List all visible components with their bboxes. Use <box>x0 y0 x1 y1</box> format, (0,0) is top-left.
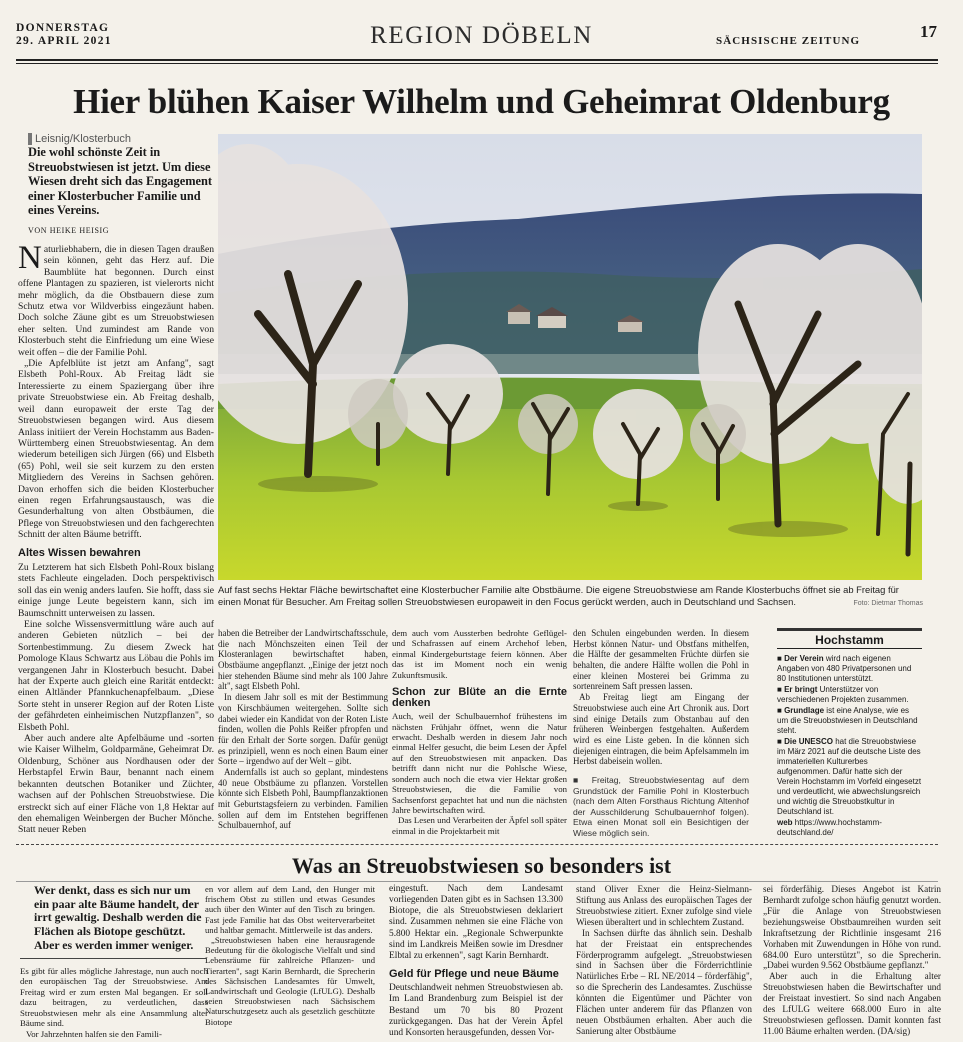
info-item-bold: Grundlage <box>784 705 825 715</box>
paragraph: Aber auch in die Erhaltung alter Streuobstwiesen haben die Bewirtschafter und der Freistaat investiert. So sind nach Angaben des LfULG weitere 668.000 Euro in alte Streuobstwiesen geflossen. Damit konnten fast 11.00 Bäume erhalten werden. (DA/sig) <box>763 971 941 1036</box>
paragraph: In Sachsen dürfte das ähnlich sein. Deshalb hat der Freistaat ein entsprechendes Förderprogramm aufgelegt. „Streuobstwiesen sind in Sachsen über die Förderrichtlinie Natürliches Erbe – RL NE/2014 – förderfähig", so die Sprecherin des Landesamtes. Zuschüsse könnten die Eigentümer und Pächter von Flächen unter anderem für das Pflanzen von neuen Obstbäumen erhalten. Aber auch die Sanierung alter Obstbäume <box>576 927 752 1036</box>
article-column-3 <box>392 628 567 836</box>
page-number: 17 <box>920 22 937 41</box>
info-item: ■ Der Verein wird nach eigenen Angaben von 480 Privatpersonen und 80 Institutionen unterstützt. <box>777 653 912 683</box>
article2-column-3 <box>389 884 563 1039</box>
masthead-rule <box>16 59 938 61</box>
info-item-text: hat die Streuobstwiese im März 2021 auf die deutsche Liste des immateriellen Kulturerbes aufgenommen. Dafür hatte sich der Verein Hochstamm im Vorfeld eingesetzt und verdeutlicht, wie abwechslungsreich und wichtig die Streuobstkultur in Deutschland ist. <box>777 736 922 816</box>
info-item-text: ist eine Analyse, wie es um die Streuobstwiesen in Deutschland steht. <box>777 705 918 735</box>
article2-teaser: Wer denkt, dass es sich nur um ein paar alte Bäume handelt, der irrt gewaltig. Deshalb werden die Flächen als Biotope geschützt. Aber es werden immer weniger. <box>34 883 202 952</box>
info-web <box>777 818 922 838</box>
article2-column-5 <box>763 884 941 1037</box>
web-label: web <box>777 817 793 827</box>
paragraph: eingestuft. Nach dem Landesamt vorliegenden Daten gibt es in Sachsen 13.300 Biotope, die als Streuobstwiesen deklariert sind. Zusammen nehmen sie eine Fläche von 5.800 Hektar ein. „Regionale Schwerpunkte sind im Landkreis Meißen sowie im Dresdner Elbtal zu erkennen", sagt Karin Bernhardt. <box>389 884 563 961</box>
drop-cap: N <box>18 240 42 276</box>
date: 29. APRIL 2021 <box>16 35 112 47</box>
article2-column-2 <box>205 884 375 1027</box>
info-item-bold: Die UNESCO <box>784 736 833 746</box>
masthead-rule-thin <box>16 63 938 64</box>
paragraph: sei förderfähig. Dieses Angebot ist Katrin Bernhardt zufolge schon häufig genutzt worden. „Für die Anlage von Streuobstwiesen beziehungsweise Obstbaumreihen wurden seit Inkraftsetzung der Richtlinie insgesamt 216 Vorhaben mit Zuwendungen in Höhe von rund. 684.00 Euro unterstützt", so die Sprecherin. „Dabei wurden 9.562 Obstbäume gepflanzt." <box>763 884 941 971</box>
orchard-photo-image <box>218 134 922 580</box>
paragraph: haben die Betreiber der Landwirtschaftsschule, die nach Mönchszeiten einen Teil der Klosteranlagen bewirtschaftet haben, Obstbäume angepflanzt. „Einige der jetzt noch hier stehenden Bäume sind mehr als 100 Jahre alt", sagt Elsbeth Pohl. <box>218 628 388 692</box>
info-item-bold: Der Verein <box>784 653 824 663</box>
paragraph: Andernfalls ist auch so geplant, mindestens 40 neue Obstbäume zu pflanzen. Vorstellen könnte sich Elsbeth Pohl, Baumpflanzaktionen mit Geburtstagsfeiern zu verbinden. Familien sollen auf dem im Entstehen begriffenen Schulbauernhof, auf <box>218 766 388 831</box>
section-divider <box>16 844 938 845</box>
event-note: ■ Freitag, Streuobstwiesentag auf dem Grundstück der Familie Pohl in Klosterbuch (nach dem Alten Forsthaus Richtung Altenhof der Ausschilderung Schulbauernhof folgen). Etwa einen Monat soll ein Besichtigen der Wiese möglich sein. <box>573 774 749 838</box>
paragraph: Das Lesen und Verarbeiten der Äpfel soll später einmal in die Projektarbeit mit <box>392 815 567 836</box>
paragraph: Zu Letzterem hat sich Elsbeth Pohl-Roux bislang stets Fachleute eingeladen. Doch perspektivisch soll das ein wenig anders laufen. Sie hofft, dass sie einige junge Leute begeistern kann, sich im Baumschnitt unterweisen zu lassen. <box>18 561 214 619</box>
paragraph: den Schulen eingebunden werden. In diesem Herbst können Natur- und Obstfans mithelfen, die Hälfte der gesammelten Früchte dürfen sie behalten, die andere Hälfte wollen die Pohl in einer kleinen Mosterei bei Grimma zu sortenreinem Saft pressen lassen. <box>573 628 749 692</box>
paragraph: „Streuobstwiesen haben eine herausragende Bedeutung für die ökologische Vielfalt und sind Lebensräume für zahlreiche Pflanzen- und Tierarten", sagt Karin Bernhardt, die Sprecherin des Sächsischen Landesamtes für Umwelt, Landwirtschaft und Geologie (LfULG). Deshalb seien Streuobstwiesen nach Sächsischem Naturschutzgesetz auch als gesetzlich geschützte Biotope <box>205 935 375 1027</box>
paragraph: „Die Apfelblüte ist jetzt am Anfang", sagt Elsbeth Pohl-Roux. Ab Freitag lädt sie Interessierte zu einem Spaziergang über ihre private Streuobstwiese ein. Ab Freitag deshalb, weil dann europaweit der erste Tag der Streuobstwiesen begangen wird. Aus diesem Anlass initiiert der Verein Hochstamm aus Baden-Württemberg einen Streuobstwiesentag. An dem wiederum beteiligen sich Jürgen (66) und Elsbeth (65) Pohl, weil sie seit kurzem zu den ersten Mitgliedern des Vereins in Sachsen gehören. Davon erhoffen sich die beiden Klosterbucher einen regen Erfahrungsaustausch, was die Gesunderhaltung von alten Obstbäumen, die Pflege von Streuobstwiesen und den fachgerechten Schnitt der alten Bäume betrifft. <box>18 358 214 541</box>
subheading: Altes Wissen bewahren <box>18 546 141 559</box>
paragraph: Vor Jahrzehnten halfen sie den Famili- <box>26 1028 162 1039</box>
article-headline: Hier blühen Kaiser Wilhelm und Geheimrat Oldenburg <box>73 82 890 121</box>
article-location: Leisnig/Klosterbuch <box>28 133 214 145</box>
teaser-text: Die wohl schönste Zeit in Streuobstwiesen ist jetzt. Um diese Wiesen dreht sich das Engagement einer Klosterbucher Familie und eines Vereins. <box>28 145 213 217</box>
paragraph: Ab Freitag liegt am Eingang der Streuobstwiese auch eine Art Chronik aus. Dort sind einige Details zum Obstanbau auf den früheren Weinbergen festgehalten. Außerdem wird es eine Liste geben. In die können sich diejenigen eintragen, die beim Apfelsammeln im Herbst dabeisein wollen. <box>573 692 749 767</box>
info-item-bold: Er bringt <box>784 684 818 694</box>
caption-text: Auf fast sechs Hektar Fläche bewirtschaftet eine Klosterbucher Familie alte Obstbäume. Die eigene Streuobstwiese am Rande Klosterbuchs öffnet sie ab Freitag für einen Monat für Besucher. Am Freitag sollen Streuobstwiesen europaweit in den Focus gerückt werden, auch in Deutschland und Sachsen. <box>218 584 899 607</box>
article-column-1 <box>18 240 214 836</box>
region-title: REGION DÖBELN <box>370 22 593 49</box>
photo-caption <box>218 584 923 610</box>
paragraph: In diesem Jahr soll es mit der Bestimmung von Kirschbäumen weitergehen. Sollte sich dabei wieder ein Kandidat von der Roten Liste finden, wollen die Pohls Reißer pfropfen und für den Erhalt der Sorte sorgen. Dafür genügt es prinzipiell, wenn es noch einen Baum einer Sorte – irgendwo auf der Welt – gibt. <box>218 692 388 767</box>
info-item-text: Unterstützer von verschiedenen Projekten zusammen. <box>777 684 909 704</box>
paragraph: en vor allem auf dem Land, den Hunger mit frischem Obst zu stillen und etwas Gesundes auch über den Winter auf den Tisch zu bringen. Fast jede Familie hat das Obst weiterverarbeitet und haltbar gemacht. Mittlerweile ist das anders. <box>205 884 375 935</box>
orchard-photo <box>218 134 922 580</box>
paragraph: dem auch vom Aussterben bedrohte Geflügel- und Schafrassen auf einem Archehof leben, einmal Kindergeburtstage feiern können. Aber das ist im Moment noch ein wenig Zukunftsmusik. <box>392 628 567 680</box>
weekday: DONNERSTAG <box>16 22 110 34</box>
info-item: ■ Die UNESCO hat die Streuobstwiese im März 2021 auf die deutsche Liste des immateriellen Kulturerbes aufgenommen. Dafür hatte sich der Verein Hochstamm im Vorfeld eingesetzt und verdeutlicht, wie abwechslungsreich und wichtig die Streuobstkultur in Deutschland ist. <box>777 736 922 816</box>
paragraph: stand Oliver Exner die Heinz-Sielmann-Stiftung aus Anlass des europäischen Tages der Streuobstwiese zitiert. Exner zufolge sind viele Wiesen überaltert und in schlechtem Zustand. <box>576 884 752 927</box>
info-item: ■ Grundlage ist eine Analyse, wie es um die Streuobstwiesen in Deutschland steht. <box>777 705 918 735</box>
info-box-hochstamm <box>777 628 922 839</box>
paragraph: Es gibt für alles mögliche Jahrestage, nun auch noch den europäischen Tag der Streuobstwiese. Am Freitag wird er zum ersten Mal begangen. Er soll dazu beitragen, zu verdeutlichen, dass Streuobstwiesen mehr als eine Ansammlung alter Bäume sind. <box>20 966 208 1029</box>
subheading: Geld für Pflege und neue Bäume <box>389 968 559 981</box>
article-author: VON HEIKE HEISIG <box>28 226 110 235</box>
newspaper-name: SÄCHSISCHE ZEITUNG <box>716 35 861 47</box>
article2-rule <box>16 881 938 882</box>
web-link[interactable]: https://www.hochstamm-deutschland.de/ <box>777 817 882 837</box>
article-column-4 <box>573 628 749 839</box>
article2-headline: Was an Streuobstwiesen so besonders ist <box>291 853 672 878</box>
paragraph-text: aturliebhabern, die in diesen Tagen draußen sein können, geht das Herz auf. Die Baumblüte hat begonnen. Durch einst offene Plantagen zu spazieren, ist vielerorts nicht mehr möglich, da die Obstbauern diese zum Schutz etwa vor Wildverbiss eingezäunt haben. Doch solche Zäune gibt es um Streuobstwiesen eher selten. Und zumindest am Rande von Klosterbuch steht die Einfriedung um eine Wiese weit offen – die der Familie Pohl. <box>18 244 214 358</box>
article2-column-1 <box>20 966 208 1039</box>
info-item: ■ Er bringt Unterstützer von verschiedenen Projekten zusammen. <box>777 684 909 704</box>
photo-credit: Foto: Dietmar Thomas <box>853 600 923 607</box>
paragraph: Eine solche Wissensvermittlung wäre auch auf anderen Gebieten nützlich – bei der Sortenbestimmung. Zu diesem Zweck hat Pomologe Klaus Schwartz aus Löbau die Pohls im vergangenen Jahr in Klosterbuch besucht. Dabei hat der Experte auch gleich eine Rarität entdeckt: einen Altländer Pfannkuchenapfelbaum. „Diese Sorte steht in unserer Region auf der Roten Liste der gefährdeten einheimischen Nutzpflanzen", so Elsbeth Pohl. <box>18 619 214 733</box>
paragraph: Aber auch andere alte Apfelbäume und -sorten wie Kaiser Wilhelm, Goldparmäne, Geheimrat Dr. Oldenburg, Schöner aus Nordhausen oder der Herbstapfel Erwin Baur, benannt nach einem bekannten deutschen Botaniker und Züchter, wachsen auf der Pohlschen Streuobstwiese. Die erstreckt sich auf einer Fläche von 1,8 Hektar auf den ehemaligen Weinbergen der Bucher Mönche. Statt neuer Reben <box>18 733 214 836</box>
article-column-2 <box>218 628 388 831</box>
paragraph: Deutschlandweit nehmen Streuobstwiesen ab. Im Land Brandenburg zum Beispiel ist der Bestand um 70 bis 80 Prozent zurückgegangen. Das hat der Verein Äpfel und Konsorten herausgefunden, dessen Vor- <box>389 983 563 1038</box>
info-box-title: Hochstamm <box>777 628 922 649</box>
paragraph: Auch, weil der Schulbauernhof frühestens im nächsten Frühjahr öffnet, wenn die Natur erwacht. Deshalb werden in diesem Jahr noch einmal Helfer gesucht, die beim Lesen der Äpfel auf den Streuobstwiesen mit anpacken. Das betrifft dann nicht nur die Pohlsche Wiese, sondern auch noch die etwa vier Hektar großen Streuobstwiesen, die die Familie von Sachsenforst gepachtet hat und nun die nächsten Jahre bewirtschaften wird. <box>392 711 567 815</box>
teaser-rule <box>20 958 206 959</box>
article2-column-4 <box>576 884 752 1037</box>
paragraph <box>18 240 214 358</box>
article-teaser <box>28 133 214 218</box>
info-item-text: wird nach eigenen Angaben von 480 Privatpersonen und 80 Institutionen unterstützt. <box>777 653 912 683</box>
subheading: Schon zur Blüte an die Ernte denken <box>392 686 567 709</box>
